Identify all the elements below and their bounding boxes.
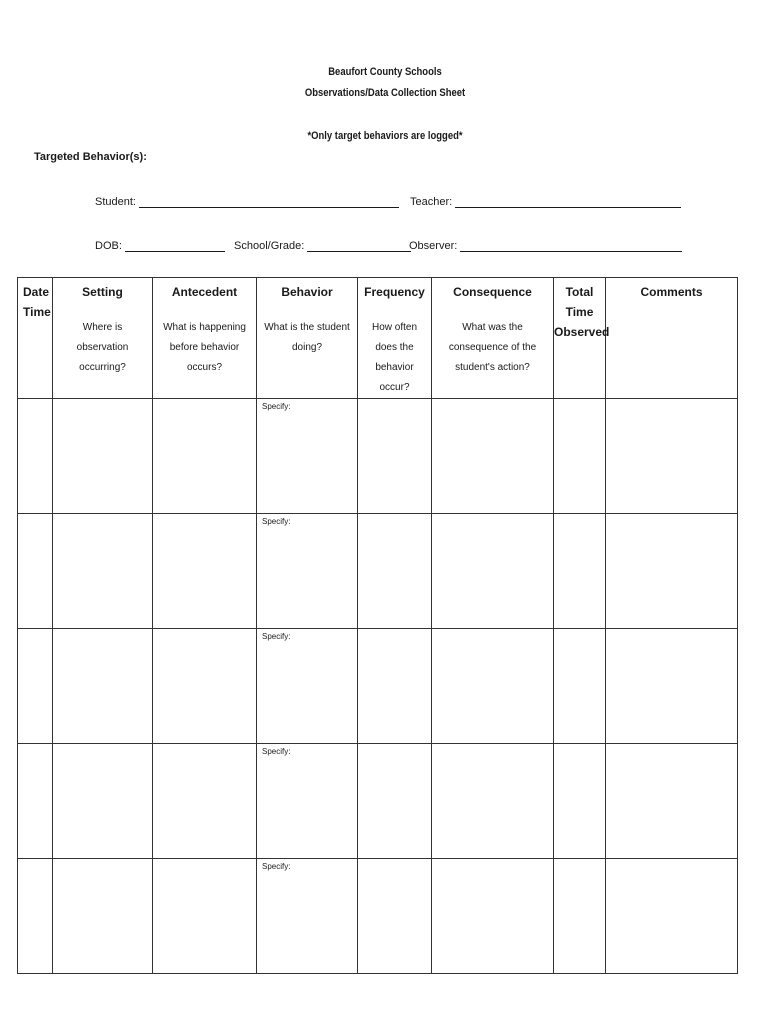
column-header-frequency bbox=[358, 278, 432, 399]
cell-behavior[interactable] bbox=[257, 859, 358, 974]
column-header-date-time bbox=[18, 278, 53, 399]
cell-frequency[interactable] bbox=[358, 744, 432, 859]
column-title: Frequency bbox=[364, 285, 425, 299]
student-label: Student: bbox=[95, 196, 136, 208]
column-header-setting bbox=[53, 278, 153, 399]
cell-antecedent[interactable] bbox=[153, 629, 257, 744]
observation-log-table bbox=[17, 277, 738, 974]
column-title: Total Time Observed bbox=[554, 285, 610, 339]
cell-frequency[interactable] bbox=[358, 399, 432, 514]
dob-blank[interactable] bbox=[125, 240, 225, 252]
table-row bbox=[18, 399, 738, 514]
table-row bbox=[18, 859, 738, 974]
cell-behavior[interactable] bbox=[257, 744, 358, 859]
observer-field[interactable] bbox=[409, 240, 682, 252]
column-title: Consequence bbox=[453, 285, 532, 299]
specify-label: Specify: bbox=[262, 862, 291, 871]
cell-total-time[interactable] bbox=[554, 859, 606, 974]
logging-note: *Only target behaviors are logged* bbox=[307, 130, 463, 142]
specify-label: Specify: bbox=[262, 632, 291, 641]
specify-label: Specify: bbox=[262, 517, 291, 526]
cell-antecedent[interactable] bbox=[153, 514, 257, 629]
teacher-label: Teacher: bbox=[410, 196, 453, 208]
cell-consequence[interactable] bbox=[432, 629, 554, 744]
cell-setting[interactable] bbox=[53, 744, 153, 859]
cell-setting[interactable] bbox=[53, 399, 153, 514]
cell-setting[interactable] bbox=[53, 859, 153, 974]
cell-date-time[interactable] bbox=[18, 399, 53, 514]
cell-comments[interactable] bbox=[606, 514, 738, 629]
table-row bbox=[18, 744, 738, 859]
column-subtitle: What was the consequence of the student's action? bbox=[448, 322, 537, 373]
dob-label: DOB: bbox=[95, 240, 122, 252]
table-header-row bbox=[18, 278, 738, 399]
cell-antecedent[interactable] bbox=[153, 399, 257, 514]
table-row bbox=[18, 514, 738, 629]
cell-date-time[interactable] bbox=[18, 744, 53, 859]
teacher-blank[interactable] bbox=[455, 196, 681, 208]
cell-comments[interactable] bbox=[606, 629, 738, 744]
column-title: Comments bbox=[640, 285, 703, 299]
cell-frequency[interactable] bbox=[358, 629, 432, 744]
column-header-consequence bbox=[432, 278, 554, 399]
sheet-title: Observations/Data Collection Sheet bbox=[304, 87, 466, 99]
column-subtitle: Where is observation occurring? bbox=[76, 322, 129, 373]
column-subtitle: What is happening before behavior occurs? bbox=[163, 322, 246, 373]
cell-date-time[interactable] bbox=[18, 629, 53, 744]
cell-behavior[interactable] bbox=[257, 629, 358, 744]
cell-antecedent[interactable] bbox=[153, 744, 257, 859]
targeted-behavior-label: Targeted Behavior(s): bbox=[34, 151, 147, 163]
specify-label: Specify: bbox=[262, 402, 291, 411]
teacher-field[interactable] bbox=[410, 196, 681, 208]
cell-antecedent[interactable] bbox=[153, 859, 257, 974]
dob-field[interactable] bbox=[95, 240, 225, 252]
cell-comments[interactable] bbox=[606, 744, 738, 859]
student-field[interactable] bbox=[95, 196, 399, 208]
student-blank[interactable] bbox=[139, 196, 399, 208]
column-subtitle: How often does the behavior occur? bbox=[371, 322, 418, 393]
cell-total-time[interactable] bbox=[554, 399, 606, 514]
column-header-comments bbox=[606, 278, 738, 399]
column-title: Antecedent bbox=[171, 285, 238, 299]
observer-blank[interactable] bbox=[460, 240, 682, 252]
school-grade-blank[interactable] bbox=[307, 240, 411, 252]
specify-label: Specify: bbox=[262, 747, 291, 756]
cell-date-time[interactable] bbox=[18, 514, 53, 629]
column-header-antecedent bbox=[153, 278, 257, 399]
cell-consequence[interactable] bbox=[432, 859, 554, 974]
cell-frequency[interactable] bbox=[358, 514, 432, 629]
cell-comments[interactable] bbox=[606, 399, 738, 514]
cell-date-time[interactable] bbox=[18, 859, 53, 974]
observer-label: Observer: bbox=[409, 240, 458, 252]
cell-consequence[interactable] bbox=[432, 399, 554, 514]
cell-consequence[interactable] bbox=[432, 744, 554, 859]
cell-total-time[interactable] bbox=[554, 744, 606, 859]
school-grade-label: School/Grade: bbox=[234, 240, 305, 252]
cell-comments[interactable] bbox=[606, 859, 738, 974]
table-row bbox=[18, 629, 738, 744]
cell-consequence[interactable] bbox=[432, 514, 554, 629]
column-title: Behavior bbox=[281, 285, 333, 299]
cell-behavior[interactable] bbox=[257, 514, 358, 629]
column-title: Date Time bbox=[23, 285, 51, 319]
column-title: Setting bbox=[82, 285, 123, 299]
district-title: Beaufort County Schools bbox=[328, 66, 442, 78]
column-header-behavior bbox=[257, 278, 358, 399]
cell-total-time[interactable] bbox=[554, 629, 606, 744]
cell-behavior[interactable] bbox=[257, 399, 358, 514]
cell-setting[interactable] bbox=[53, 629, 153, 744]
cell-frequency[interactable] bbox=[358, 859, 432, 974]
cell-total-time[interactable] bbox=[554, 514, 606, 629]
school-grade-field[interactable] bbox=[234, 240, 411, 252]
cell-setting[interactable] bbox=[53, 514, 153, 629]
column-subtitle: What is the student doing? bbox=[264, 322, 350, 353]
column-header-total-time-observed bbox=[554, 278, 610, 399]
